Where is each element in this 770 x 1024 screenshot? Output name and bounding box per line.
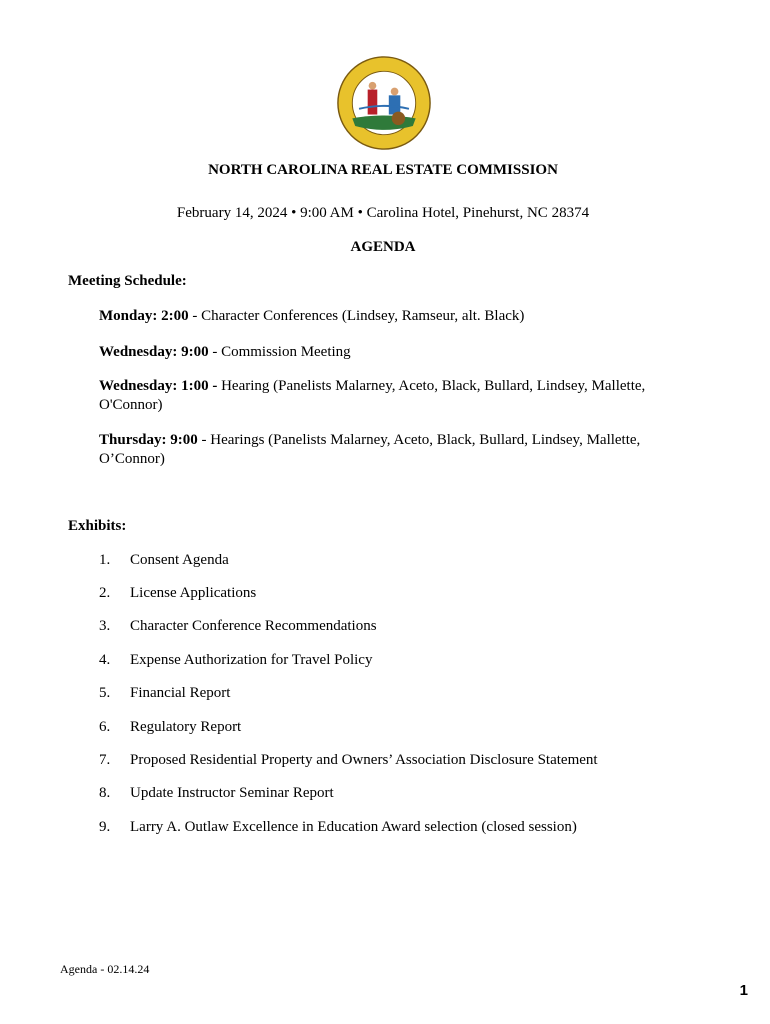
exhibit-label: Proposed Residential Property and Owners’ Association Disclosure Statement xyxy=(130,752,598,768)
exhibit-item xyxy=(99,819,577,836)
exhibit-number: 6. xyxy=(99,719,111,735)
exhibit-number: 1. xyxy=(99,552,111,568)
schedule-item xyxy=(99,307,669,326)
schedule-text: Hearing (Panelists Malarney, Aceto, Black, Bullard, Lindsey, Mallette, O'Connor) xyxy=(99,378,646,413)
schedule-text: - Commission Meeting xyxy=(208,344,351,360)
exhibit-number: 7. xyxy=(99,752,111,768)
commission-title: NORTH CAROLINA REAL ESTATE COMMISSION xyxy=(208,162,558,178)
exhibit-label: Larry A. Outlaw Excellence in Education Award selection (closed session) xyxy=(130,819,577,835)
exhibit-label: Regulatory Report xyxy=(130,719,242,735)
commission-seal-logo xyxy=(336,55,432,151)
exhibit-item xyxy=(99,685,230,702)
schedule-text: - Hearings (Panelists Malarney, Aceto, Black, Bullard, Lindsey, Mallette, O’Connor) xyxy=(99,432,641,467)
exhibits-heading: Exhibits: xyxy=(68,518,127,534)
exhibit-number: 8. xyxy=(99,785,111,801)
exhibit-item xyxy=(99,752,598,769)
exhibit-number: 3. xyxy=(99,618,111,634)
exhibit-label: Update Instructor Seminar Report xyxy=(130,785,334,801)
exhibit-label: Consent Agenda xyxy=(130,552,229,568)
schedule-text: - Character Conferences (Lindsey, Ramseur, alt. Black) xyxy=(188,308,525,324)
schedule-item xyxy=(99,343,669,362)
exhibit-label: Character Conference Recommendations xyxy=(130,618,377,634)
exhibit-item xyxy=(99,652,372,669)
exhibit-label: Expense Authorization for Travel Policy xyxy=(130,652,373,668)
exhibit-item xyxy=(99,552,229,569)
meeting-info: February 14, 2024 • 9:00 AM • Carolina Hotel, Pinehurst, NC 28374 xyxy=(176,205,590,221)
page-number: 1 xyxy=(739,982,748,999)
exhibit-label: License Applications xyxy=(130,585,257,601)
schedule-day: Monday: 2:00 xyxy=(99,308,189,324)
exhibit-number: 2. xyxy=(99,585,111,601)
exhibit-label: Financial Report xyxy=(130,685,231,701)
schedule-day: Wednesday: 1:00 - xyxy=(99,378,218,394)
schedule-item xyxy=(99,377,669,415)
schedule-item xyxy=(99,431,669,469)
exhibit-number: 4. xyxy=(99,652,111,668)
schedule-day: Thursday: 9:00 xyxy=(99,432,198,448)
footer-doc-label: Agenda - 02.14.24 xyxy=(60,962,150,976)
exhibit-item xyxy=(99,719,241,736)
exhibit-item xyxy=(99,585,256,602)
exhibit-item xyxy=(99,785,334,802)
exhibit-number: 5. xyxy=(99,685,111,701)
schedule-heading: Meeting Schedule: xyxy=(68,273,187,289)
exhibit-number: 9. xyxy=(99,819,111,835)
agenda-heading: AGENDA xyxy=(350,239,416,255)
exhibit-item xyxy=(99,618,377,635)
schedule-day: Wednesday: 9:00 xyxy=(99,344,209,360)
